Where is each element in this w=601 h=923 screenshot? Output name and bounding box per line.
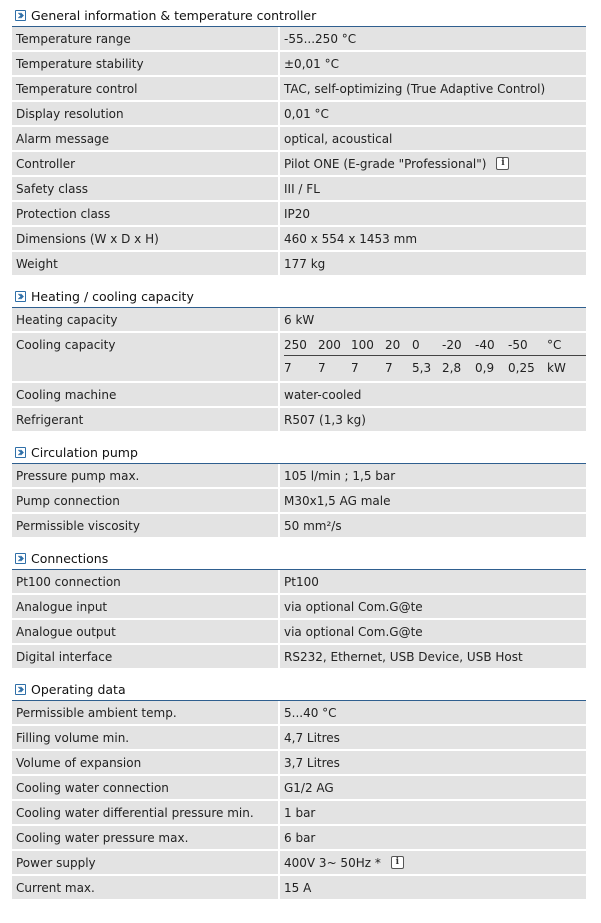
spec-value-cell [280, 102, 586, 125]
section [12, 285, 586, 433]
section [12, 678, 586, 901]
spec-value-cell [280, 127, 586, 150]
spec-label: Volume of expansion [12, 751, 280, 774]
capacity-cell: 7 [284, 361, 292, 375]
spec-value-cell [280, 801, 586, 824]
spec-row [12, 102, 586, 127]
spec-row [12, 252, 586, 277]
section-title: General information & temperature controller [31, 7, 317, 23]
spec-value-cell [280, 27, 586, 50]
spec-label: Cooling water connection [12, 776, 280, 799]
spec-label: Safety class [12, 177, 280, 200]
section [12, 441, 586, 539]
spec-label: Cooling machine [12, 383, 280, 406]
spec-value-cell [280, 570, 586, 593]
spec-value-cell [280, 383, 586, 406]
spec-row [12, 27, 586, 52]
section [12, 4, 586, 277]
capacity-cell: 5,3 [412, 361, 432, 375]
info-icon[interactable]: i [391, 856, 404, 869]
spec-value: 460 x 554 x 1453 mm [284, 232, 418, 246]
spec-label: Temperature stability [12, 52, 280, 75]
spec-label: Heating capacity [12, 308, 280, 331]
cooling-capacity-table [284, 333, 586, 378]
spec-value: RS232, Ethernet, USB Device, USB Host [284, 650, 523, 664]
section [12, 547, 586, 670]
spec-value-cell [280, 202, 586, 225]
spec-row [12, 177, 586, 202]
spec-row [12, 645, 586, 670]
spec-row [12, 52, 586, 77]
spec-value-cell [280, 77, 586, 100]
spec-value: water-cooled [284, 388, 362, 402]
spec-value: via optional Com.G@te [284, 625, 423, 639]
spec-row [12, 308, 586, 333]
capacity-cell: 2,8 [442, 361, 462, 375]
spec-value-cell [280, 726, 586, 749]
info-icon[interactable]: i [496, 157, 509, 170]
spec-value: R507 (1,3 kg) [284, 413, 366, 427]
spec-label: Filling volume min. [12, 726, 280, 749]
spec-value: via optional Com.G@te [284, 600, 423, 614]
expand-arrow-icon[interactable] [15, 291, 26, 302]
spec-value: 6 bar [284, 831, 316, 845]
spec-label: Cooling capacity [12, 333, 280, 381]
spec-value: ±0,01 °C [284, 57, 339, 71]
spec-value: 0,01 °C [284, 107, 329, 121]
spec-row [12, 701, 586, 726]
spec-row [12, 876, 586, 901]
spec-value: 177 kg [284, 257, 326, 271]
spec-value: optical, acoustical [284, 132, 393, 146]
spec-row [12, 826, 586, 851]
spec-value: 4,7 Litres [284, 731, 340, 745]
spec-value: 6 kW [284, 313, 315, 327]
temperature-cell: 0 [412, 338, 420, 352]
spec-row [12, 408, 586, 433]
spec-value: Pt100 [284, 575, 319, 589]
spec-label: Permissible ambient temp. [12, 701, 280, 724]
spec-label: Analogue output [12, 620, 280, 643]
temperature-cell: 100 [351, 338, 374, 352]
spec-value: 1 bar [284, 806, 316, 820]
spec-value: -55...250 °C [284, 32, 357, 46]
spec-label: Controller [12, 152, 280, 175]
spec-label: Current max. [12, 876, 280, 899]
spec-value-cell [280, 308, 586, 331]
spec-row [12, 227, 586, 252]
spec-value-cell [280, 408, 586, 431]
expand-arrow-icon[interactable] [15, 447, 26, 458]
spec-value: 3,7 Litres [284, 756, 340, 770]
spec-value-cell [280, 851, 586, 874]
spec-row [12, 383, 586, 408]
temperature-cell: -20 [442, 338, 462, 352]
spec-label: Cooling water pressure max. [12, 826, 280, 849]
spec-value-cell [280, 776, 586, 799]
section-header[interactable] [12, 4, 586, 27]
capacity-row [284, 356, 586, 378]
section-title: Connections [31, 550, 109, 566]
capacity-cell: 7 [385, 361, 393, 375]
spec-label: Temperature control [12, 77, 280, 100]
spec-value-cell [280, 701, 586, 724]
spec-value-cell [280, 227, 586, 250]
spec-value-cell [280, 152, 586, 175]
expand-arrow-icon[interactable] [15, 684, 26, 695]
spec-value-cell [280, 595, 586, 618]
temperature-cell: 250 [284, 338, 307, 352]
section-title: Operating data [31, 681, 126, 697]
spec-label: Weight [12, 252, 280, 275]
spec-label: Permissible viscosity [12, 514, 280, 537]
temperature-row [284, 333, 586, 356]
spec-row [12, 726, 586, 751]
temperature-cell: 200 [318, 338, 341, 352]
spec-row [12, 595, 586, 620]
spec-label: Refrigerant [12, 408, 280, 431]
capacity-cell: 7 [351, 361, 359, 375]
section-header[interactable] [12, 678, 586, 701]
spec-value-cell [280, 620, 586, 643]
spec-label: Analogue input [12, 595, 280, 618]
spec-row [12, 489, 586, 514]
spec-label: Pressure pump max. [12, 464, 280, 487]
spec-value-cell [280, 252, 586, 275]
spec-value: 50 mm²/s [284, 519, 342, 533]
spec-value-cell [280, 514, 586, 537]
temperature-cell: °C [547, 338, 562, 352]
spec-value-cell [280, 876, 586, 899]
section-header[interactable] [12, 441, 586, 464]
spec-label: Pump connection [12, 489, 280, 512]
temperature-cell: -40 [475, 338, 495, 352]
capacity-cell: 7 [318, 361, 326, 375]
spec-value-cell [280, 645, 586, 668]
spec-value: 5...40 °C [284, 706, 337, 720]
capacity-cell: 0,9 [475, 361, 495, 375]
section-title: Circulation pump [31, 444, 138, 460]
spec-row [12, 570, 586, 595]
spec-row [12, 333, 586, 383]
spec-row [12, 127, 586, 152]
capacity-cell: 0,25 [508, 361, 535, 375]
spec-row [12, 776, 586, 801]
temperature-cell: 20 [385, 338, 401, 352]
spec-value-cell [280, 333, 586, 381]
section-title: Heating / cooling capacity [31, 288, 194, 304]
capacity-cell: kW [547, 361, 566, 375]
section-header[interactable] [12, 547, 586, 570]
spec-label: Pt100 connection [12, 570, 280, 593]
spec-value: Pilot ONE (E-grade "Professional") [284, 157, 487, 171]
spec-row [12, 77, 586, 102]
expand-arrow-icon[interactable] [15, 10, 26, 21]
spec-value-cell [280, 464, 586, 487]
spec-row [12, 620, 586, 645]
spec-value: 15 A [284, 881, 312, 895]
spec-row [12, 514, 586, 539]
spec-label: Alarm message [12, 127, 280, 150]
spec-value: III / FL [284, 182, 320, 196]
spec-row [12, 801, 586, 826]
spec-row [12, 464, 586, 489]
spec-value-cell [280, 177, 586, 200]
spec-value-cell [280, 826, 586, 849]
expand-arrow-icon[interactable] [15, 553, 26, 564]
spec-value-cell [280, 751, 586, 774]
spec-value: 400V 3~ 50Hz * [284, 856, 381, 870]
spec-label: Digital interface [12, 645, 280, 668]
spec-row [12, 152, 586, 177]
spec-label: Display resolution [12, 102, 280, 125]
spec-value-cell [280, 489, 586, 512]
spec-value: 105 l/min ; 1,5 bar [284, 469, 396, 483]
section-header[interactable] [12, 285, 586, 308]
spec-value: TAC, self-optimizing (True Adaptive Control) [284, 82, 546, 96]
spec-label: Protection class [12, 202, 280, 225]
spec-label: Dimensions (W x D x H) [12, 227, 280, 250]
spec-value: IP20 [284, 207, 311, 221]
spec-label: Power supply [12, 851, 280, 874]
temperature-cell: -50 [508, 338, 528, 352]
spec-label: Cooling water differential pressure min. [12, 801, 280, 824]
spec-row [12, 851, 586, 876]
spec-sheet [12, 4, 586, 901]
spec-value: M30x1,5 AG male [284, 494, 391, 508]
spec-label: Temperature range [12, 27, 280, 50]
spec-row [12, 751, 586, 776]
spec-row [12, 202, 586, 227]
spec-value-cell [280, 52, 586, 75]
spec-value: G1/2 AG [284, 781, 334, 795]
